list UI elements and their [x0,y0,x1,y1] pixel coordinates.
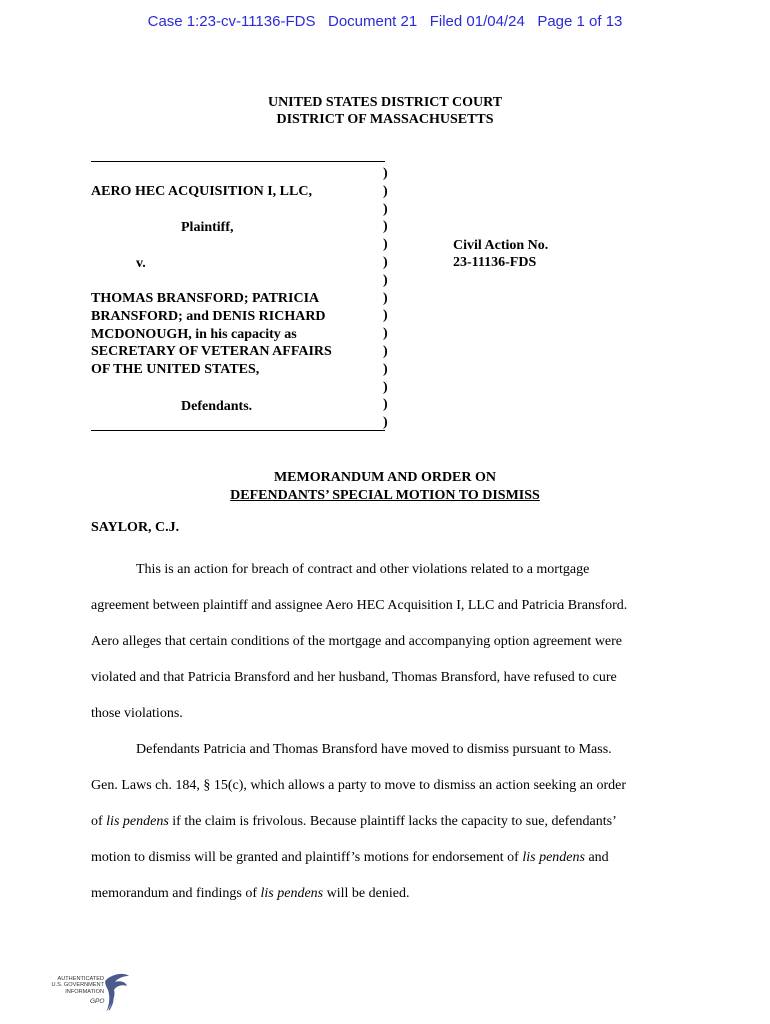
gpo-seal-line: U.S. GOVERNMENT [51,982,104,989]
filed-date: Filed 01/04/24 [429,13,525,30]
gpo-seal-text [44,976,104,995]
defendants-role: Defendants. [181,399,253,414]
caption-paren: ) [383,272,388,288]
court-heading [0,94,770,128]
eagle-icon [102,972,132,1018]
civil-action-label: Civil Action No. [453,238,549,253]
defendants-line: MCDONOUGH, in his capacity as [91,326,297,342]
body-line: Gen. Laws ch. 184, § 15(c), which allows a party to move to dismiss an action seeking an order [91,778,626,793]
caption-paren: ) [383,290,388,306]
body-line: Aero alleges that certain conditions of the mortgage and accompanying option agreement were [91,634,623,649]
caption-paren: ) [383,201,388,217]
defendants-names [91,290,332,379]
gpo-seal-line: INFORMATION [65,988,104,995]
caption-paren: ) [383,361,388,377]
body-text-run: of [91,814,107,829]
plaintiff-name: AERO HEC ACQUISITION I, LLC, [91,184,312,199]
defendants-line: BRANSFORD; and DENIS RICHARD [91,308,326,324]
court-name: UNITED STATES DISTRICT COURT [267,95,503,110]
caption-paren: ) [383,415,388,431]
body-line: violated and that Patricia Bransford and her husband, Thomas Bransford, have refused to cure [91,670,617,685]
caption-paren: ) [383,343,388,359]
body-text-run: and [584,850,609,865]
caption-paren: ) [383,326,388,342]
body-text-run: if the claim is frivolous. Because plaintiff lacks the capacity to sue, defendants’ [168,814,617,829]
body-line: This is an action for breach of contract and other violations related to a mortgage [136,562,590,577]
case-number: Case 1:23-cv-11136-FDS [147,13,316,30]
caption-bottom-rule [91,430,385,431]
document-number: Document 21 [327,13,418,30]
caption-paren: ) [383,308,388,324]
body-text-run: memorandum and findings of [91,886,261,901]
opinion-body [91,552,681,912]
judge-name: SAYLOR, C.J. [91,520,180,535]
civil-action-number: 23-11136-FDS [453,255,537,270]
body-text-run: will be denied. [323,886,410,901]
caption-top-rule [91,161,385,162]
caption-paren: ) [383,237,388,253]
defendants-line: OF THE UNITED STATES, [91,362,260,378]
lis-pendens-term: lis pendens [260,886,324,901]
body-line [91,804,681,840]
defendants-line: SECRETARY OF VETERAN AFFAIRS [91,344,332,360]
title-line-2: DEFENDANTS’ SPECIAL MOTION TO DISMISS [230,488,540,503]
memorandum-title [0,469,770,505]
gpo-authentication-seal [44,972,134,1020]
civil-action [453,237,548,271]
lis-pendens-term: lis pendens [106,814,169,829]
body-line: agreement between plaintiff and assignee Aero HEC Acquisition I, LLC and Patricia Bransford. [91,598,628,613]
lis-pendens-term: lis pendens [522,850,585,865]
caption-paren: ) [383,397,388,413]
body-line: those violations. [91,706,183,721]
versus: v. [136,256,146,271]
court-district: DISTRICT OF MASSACHUSETTS [276,112,494,127]
body-line: Defendants Patricia and Thomas Bransford have moved to dismiss pursuant to Mass. [136,742,612,757]
case-header [0,13,770,30]
gpo-seal-line: AUTHENTICATED [57,976,104,982]
plaintiff-role: Plaintiff, [181,220,234,235]
body-text-run: motion to dismiss will be granted and plaintiff’s motions for endorsement of [91,850,523,865]
title-line-1: MEMORANDUM AND ORDER ON [273,470,497,485]
caption-paren: ) [383,183,388,199]
caption-paren-column [383,165,393,432]
caption-paren: ) [383,379,388,395]
body-line [91,876,681,912]
gpo-mark: GPO [90,998,105,1005]
caption-paren: ) [383,219,388,235]
caption-paren: ) [383,166,388,181]
caption-paren: ) [383,254,388,270]
defendants-line: THOMAS BRANSFORD; PATRICIA [91,291,320,306]
page-indicator: Page 1 of 13 [537,13,623,30]
body-line [91,840,681,876]
